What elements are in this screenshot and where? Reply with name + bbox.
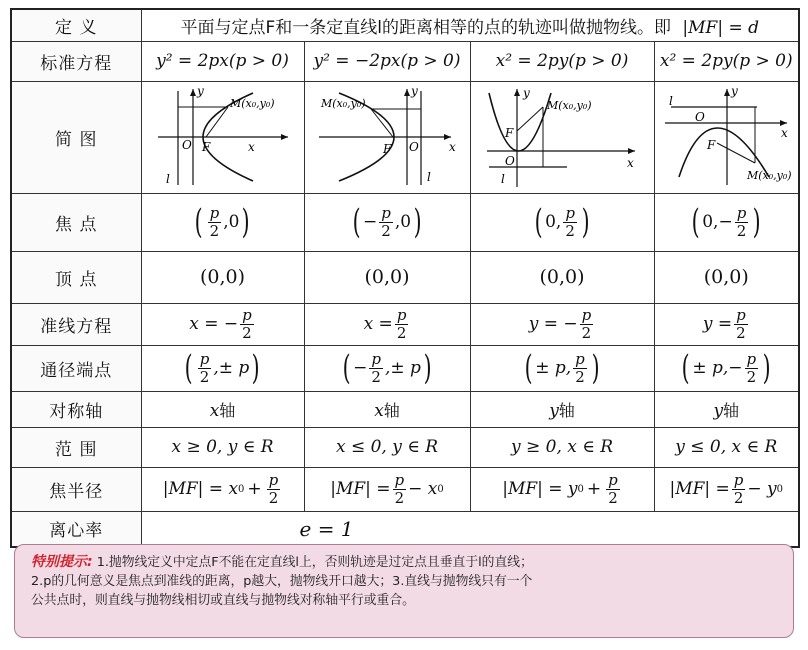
directrix-4: y = $\frac{p}{2}$ <box>654 303 799 345</box>
label-eccentricity: 离心率 <box>11 511 141 547</box>
sketch3-l-label: l <box>501 172 505 186</box>
definition-formula: |MF| = d <box>682 17 760 38</box>
equation-1: y² = 2px(p > 0) <box>141 41 304 81</box>
sketch2-m-label: M(x₀,y₀) <box>321 97 366 110</box>
sketch4-m-label: M(x₀,y₀) <box>746 169 792 182</box>
axis-3: y轴 <box>470 391 654 427</box>
sketch1-m-label: M(x₀,y₀) <box>229 97 275 110</box>
axis-4: y轴 <box>654 391 799 427</box>
sketch1-y-label: y <box>196 85 204 98</box>
focus-1: ( $\frac{p}{2}$ ,0 ) <box>141 193 304 251</box>
tip-line-2: 2.p的几何意义是焦点到准线的距离，p越大，抛物线开口越大；3.直线与抛物线只有一个 <box>31 574 533 589</box>
focal-radius-2: |MF| = $\frac{p}{2}$ − x 0 <box>304 467 470 511</box>
directrix-1: x = − $\frac{p}{2}$ <box>141 303 304 345</box>
latus-2: ( − $\frac{p}{2}$ ,± p ) <box>304 345 470 391</box>
row-focus <box>11 193 799 251</box>
sketch2-l-label: l <box>427 170 431 184</box>
definition-text: 平面与定点F和一条定直线l的距离相等的点的轨迹叫做抛物线。即 <box>180 17 672 38</box>
special-tip-box <box>14 544 794 638</box>
tip-line-3: 公共点时，则直线与抛物线相切或直线与抛物线对称轴平行或重合。 <box>31 593 415 608</box>
sketch3-m-label: M(x₀,y₀) <box>547 99 592 112</box>
label-directrix: 准线方程 <box>11 303 141 345</box>
label-focal-radius: 焦半径 <box>11 467 141 511</box>
sketch2-y-label: y <box>411 85 418 98</box>
row-focal-radius <box>11 467 799 511</box>
row-range <box>11 427 799 467</box>
row-standard-equation <box>11 41 799 81</box>
label-axis: 对称轴 <box>11 391 141 427</box>
row-directrix <box>11 303 799 345</box>
sketch2-f-label: F <box>383 142 392 156</box>
sketch2-x-label: x <box>449 140 456 154</box>
vertex-1: (0,0) <box>141 251 304 303</box>
equation-4: x² = 2py(p > 0) <box>654 41 799 81</box>
sketch4-f-label: F <box>706 138 715 152</box>
sketch4-l-label: l <box>668 94 673 108</box>
row-definition <box>11 9 799 41</box>
focus-3: ( 0, $\frac{p}{2}$ ) <box>470 193 654 251</box>
latus-1: ( $\frac{p}{2}$ ,± p ) <box>141 345 304 391</box>
row-sketch <box>11 81 799 193</box>
directrix-3: y = − $\frac{p}{2}$ <box>470 303 654 345</box>
focal-radius-3: |MF| = y 0 + $\frac{p}{2}$ <box>470 467 654 511</box>
tip-line-1 <box>31 553 777 572</box>
focal-radius-1: |MF| = x 0 + $\frac{p}{2}$ <box>141 467 304 511</box>
sketch2-o-label: O <box>409 140 419 154</box>
range-1: x ≥ 0, y ∈ R <box>141 427 304 467</box>
sketch1-l-label: l <box>165 172 170 186</box>
eccentricity-cell <box>141 511 799 547</box>
label-standard-equation: 标准方程 <box>11 41 141 81</box>
row-vertex <box>11 251 799 303</box>
axis-1: x轴 <box>141 391 304 427</box>
axis-2: x轴 <box>304 391 470 427</box>
range-3: y ≥ 0, x ∈ R <box>470 427 654 467</box>
definition-cell <box>141 9 799 41</box>
sketch4-y-label: y <box>730 85 738 98</box>
focal-radius-4: |MF| = $\frac{p}{2}$ − y 0 <box>654 467 799 511</box>
sketch-down-opening <box>657 85 797 189</box>
equation-3: x² = 2py(p > 0) <box>470 41 654 81</box>
sketch-cell-4 <box>654 81 799 193</box>
sketch-cell-1 <box>141 81 304 193</box>
row-axis <box>11 391 799 427</box>
label-latus-rectum: 通径端点 <box>11 345 141 391</box>
sketch3-x-label: x <box>627 156 634 170</box>
vertex-3: (0,0) <box>470 251 654 303</box>
sketch1-x-label: x <box>247 140 255 154</box>
row-eccentricity <box>11 511 799 547</box>
vertex-2: (0,0) <box>304 251 470 303</box>
latus-4: ( ± p,− $\frac{p}{2}$ ) <box>654 345 799 391</box>
tip-title: 特别提示: <box>31 554 93 570</box>
sketch4-o-label: O <box>694 110 705 124</box>
sketch-cell-2 <box>304 81 470 193</box>
sketch1-o-label: O <box>181 138 192 152</box>
range-2: x ≤ 0, y ∈ R <box>304 427 470 467</box>
sketch3-y-label: y <box>523 86 530 100</box>
sketch3-o-label: O <box>505 154 515 168</box>
latus-3: ( ± p, $\frac{p}{2}$ ) <box>470 345 654 391</box>
label-vertex: 顶 点 <box>11 251 141 303</box>
label-definition: 定 义 <box>11 9 141 41</box>
sketch4-x-label: x <box>780 126 788 140</box>
sketch-right-opening <box>148 85 298 189</box>
label-sketch: 简 图 <box>11 81 141 193</box>
tip-line-1-text: 1.抛物线定义中定点F不能在定直线l上，否则轨迹是过定点且垂直于l的直线； <box>96 555 533 570</box>
parabola-table-container <box>10 8 798 548</box>
sketch3-f-label: F <box>505 126 514 140</box>
sketch-up-opening <box>477 85 647 189</box>
focus-4: ( 0,− $\frac{p}{2}$ ) <box>654 193 799 251</box>
row-latus-rectum <box>11 345 799 391</box>
label-focus: 焦 点 <box>11 193 141 251</box>
label-range: 范 围 <box>11 427 141 467</box>
sketch-cell-3 <box>470 81 654 193</box>
sketch-left-opening <box>309 85 465 189</box>
sketch1-f-label: F <box>201 140 210 154</box>
equation-2: y² = −2px(p > 0) <box>304 41 470 81</box>
vertex-4: (0,0) <box>654 251 799 303</box>
eccentricity-value: e = 1 <box>299 516 354 541</box>
parabola-properties-table <box>10 8 800 548</box>
directrix-2: x = $\frac{p}{2}$ <box>304 303 470 345</box>
focus-2: ( − $\frac{p}{2}$ ,0 ) <box>304 193 470 251</box>
range-4: y ≤ 0, x ∈ R <box>654 427 799 467</box>
